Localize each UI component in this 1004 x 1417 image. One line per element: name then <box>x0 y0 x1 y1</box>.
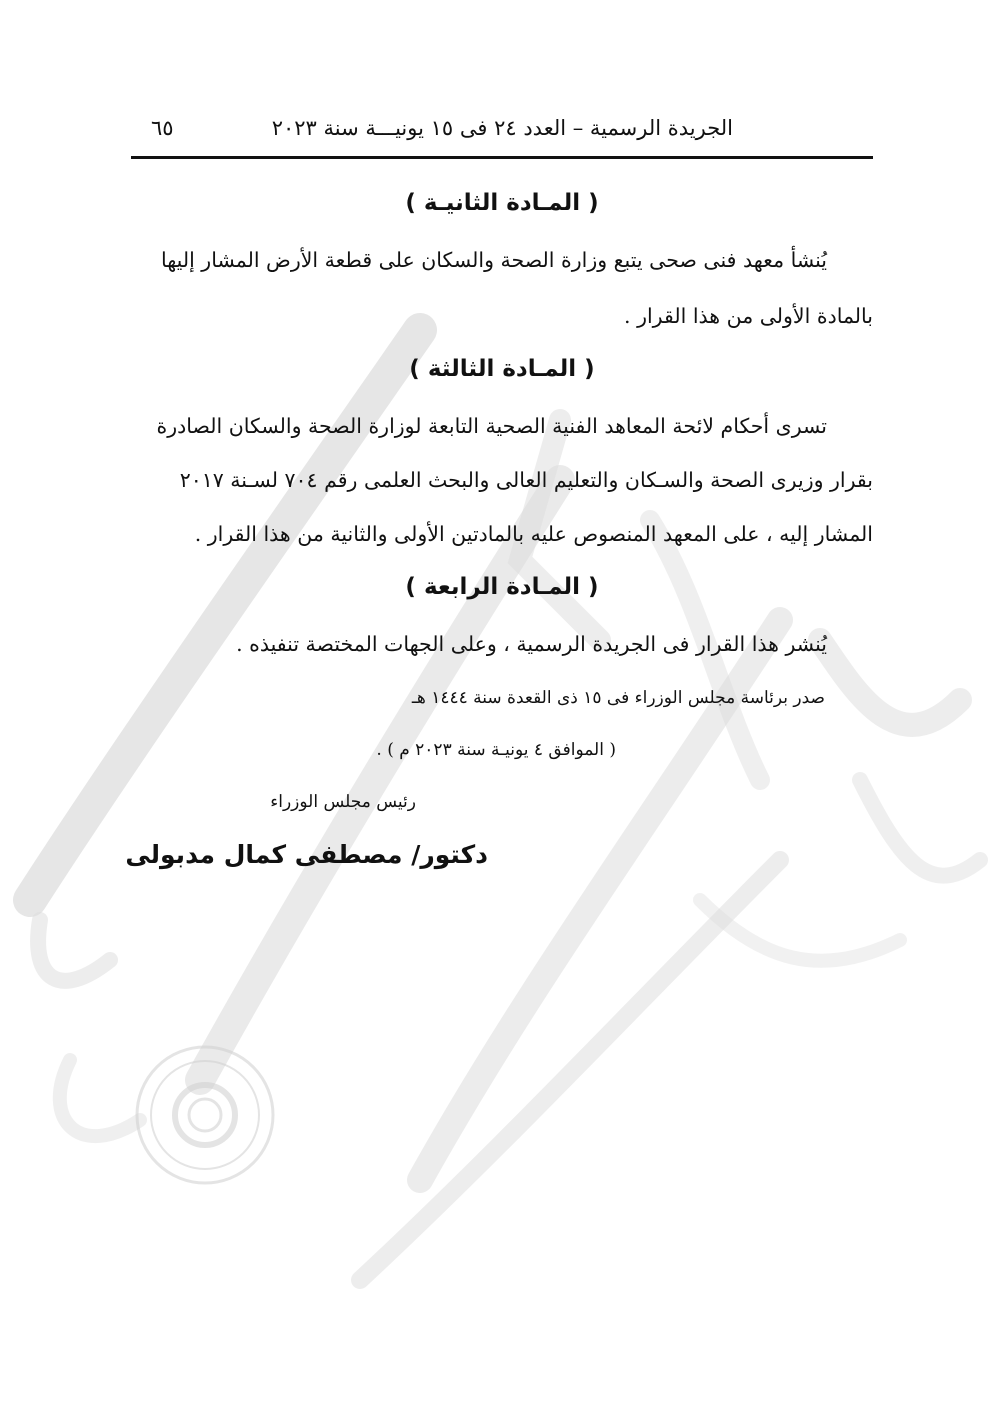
article-2-line-1: يُنشأ معهد فنى صحى يتبع وزارة الصحة والسكان على قطعة الأرض المشار إليها <box>160 248 827 272</box>
signature-title: رئيس مجلس الوزراء <box>270 792 416 812</box>
watermark-stroke-11 <box>700 900 900 961</box>
article-3-line-2: بقرار وزيرى الصحة والسـكان والتعليم العالى والبحث العلمى رقم ٧٠٤ لسـنة ٢٠١٧ <box>179 468 873 492</box>
watermark-stroke-7 <box>360 860 780 1280</box>
header-title: الجريدة الرسمية – العدد ٢٤ فى ١٥ يونيـــة سنة ٢٠٢٣ <box>271 116 733 140</box>
watermark-stroke-9 <box>60 1060 140 1136</box>
article-2-heading: ( المـادة الثانيـة ) <box>405 190 599 216</box>
article-4-line-1: يُنشر هذا القرار فى الجريدة الرسمية ، وعلى الجهات المختصة تنفيذه . <box>236 632 827 656</box>
watermark-stroke-2 <box>200 480 560 1080</box>
article-3-line-1: تسرى أحكام لائحة المعاهد الفنية الصحية التابعة لوزارة الصحة والسكان الصادرة <box>156 414 827 438</box>
article-3-heading: ( المـادة الثالثة ) <box>409 356 595 382</box>
watermark-stroke-8 <box>38 920 110 981</box>
signature-name: دكتور/ مصطفى كمال مدبولى <box>125 840 488 869</box>
page-header <box>131 112 873 152</box>
issuance-line-1: صدر برئاسة مجلس الوزراء فى ١٥ ذى القعدة سنة ١٤٤٤ هـ <box>411 688 825 708</box>
header-divider <box>131 156 873 159</box>
watermark-stroke-10 <box>860 780 980 876</box>
page-number: ٦٥ <box>151 116 174 140</box>
article-2-line-2: بالمادة الأولى من هذا القرار . <box>624 304 873 328</box>
watermark-seal <box>137 1047 273 1183</box>
article-4-heading: ( المـادة الرابعة ) <box>405 574 599 600</box>
article-3-line-3: المشار إليه ، على المعهد المنصوص عليه بالمادتين الأولى والثانية من هذا القرار . <box>194 522 873 546</box>
issuance-line-2: ( الموافق ٤ يونيـة سنة ٢٠٢٣ م ) . <box>376 740 616 760</box>
